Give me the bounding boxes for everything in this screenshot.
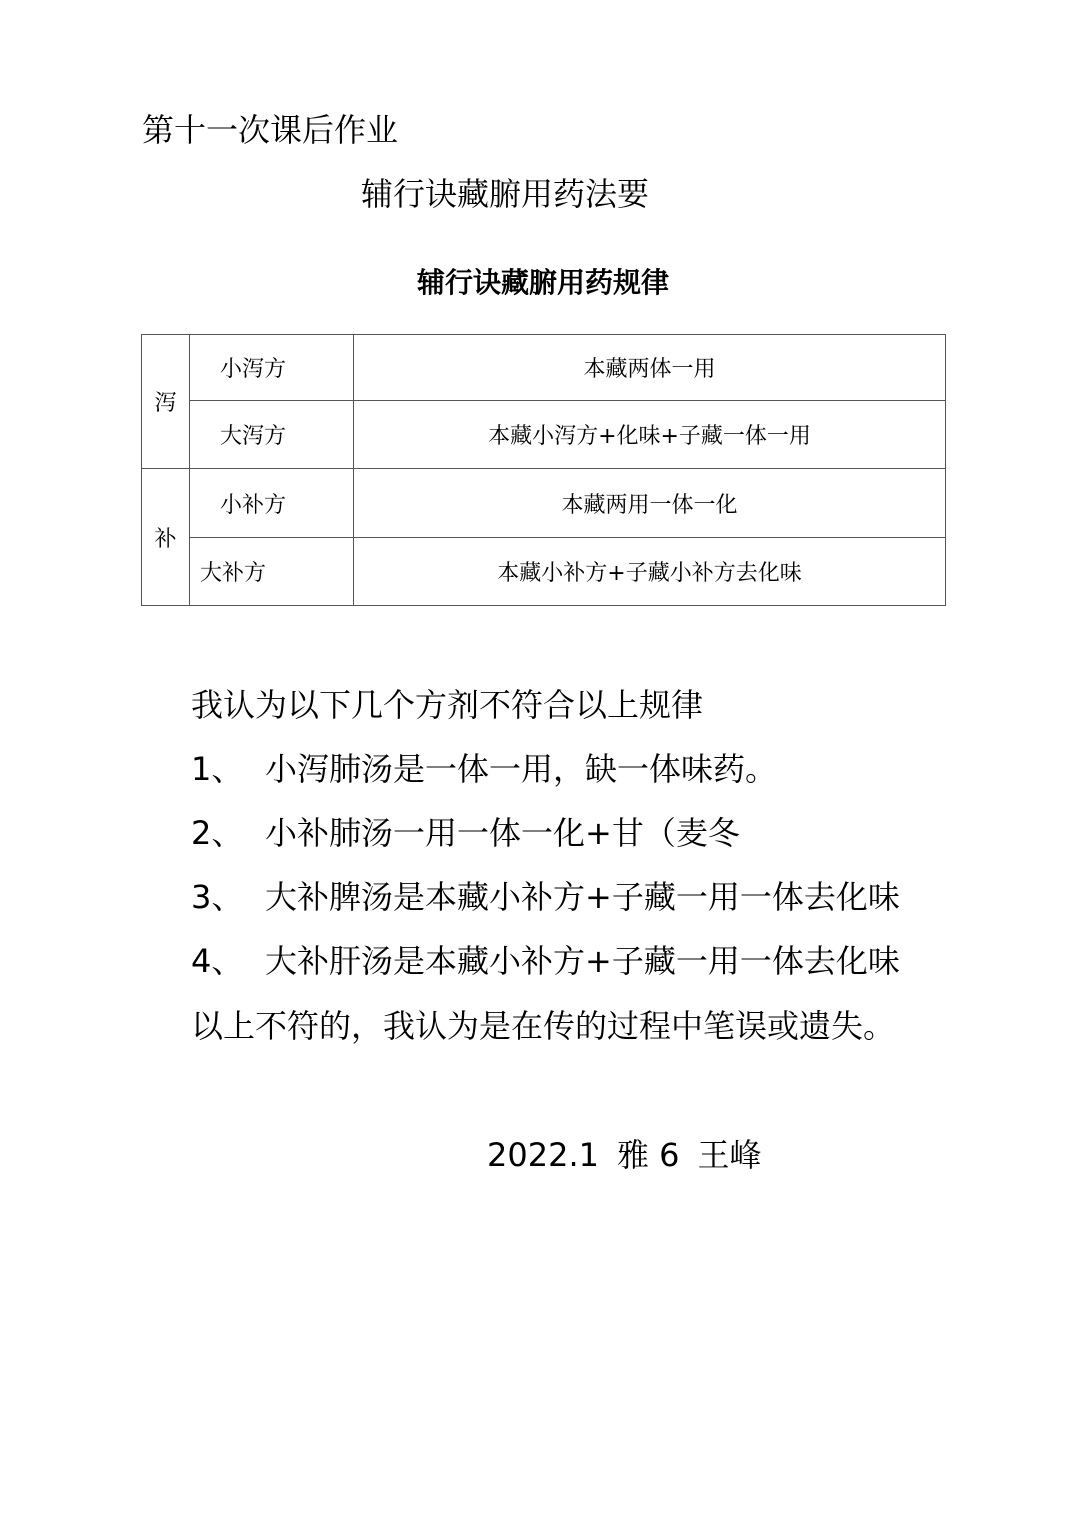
document-title: 辅行诀藏腑用药法要 xyxy=(360,175,649,213)
formula-name: 大泻方 xyxy=(190,401,354,469)
list-item-number: 3、 xyxy=(191,878,244,916)
list-item xyxy=(191,813,740,853)
list-item xyxy=(191,749,777,789)
formula-rule: 本藏小补方+子藏小补方去化味 xyxy=(354,538,946,606)
signature-class: 雅 6 xyxy=(616,1136,680,1174)
list-item-text: 大补肝汤是本藏小补方+子藏一用一体去化味 xyxy=(265,942,900,980)
list-item-number: 1、 xyxy=(191,750,244,788)
list-item-text: 大补脾汤是本藏小补方+子藏一用一体去化味 xyxy=(265,878,900,916)
formula-name: 小补方 xyxy=(190,469,354,538)
table-row xyxy=(142,401,946,469)
list-item-text: 小泻肺汤是一体一用，缺一体味药。 xyxy=(265,750,778,788)
conclusion-paragraph: 以上不符的，我认为是在传的过程中笔误或遗失。 xyxy=(191,1007,896,1045)
formula-name: 小泻方 xyxy=(190,335,354,401)
group-label-bu: 补 xyxy=(142,469,190,606)
page-heading: 第十一次课后作业 xyxy=(142,111,399,149)
rules-table xyxy=(141,334,946,606)
table-row xyxy=(142,469,946,538)
group-label-xie: 泻 xyxy=(142,335,190,469)
list-item xyxy=(191,941,900,981)
formula-rule: 本藏两体一用 xyxy=(354,335,946,401)
list-item xyxy=(191,877,900,917)
formula-name: 大补方 xyxy=(190,538,354,606)
signature-name: 王峰 xyxy=(697,1136,762,1174)
list-item-number: 4、 xyxy=(191,942,244,980)
list-item-text: 小补肺汤一用一体一化+甘（麦冬 xyxy=(265,814,740,852)
signature-date: 2022.1 xyxy=(487,1136,599,1174)
table-row xyxy=(142,538,946,606)
table-row xyxy=(142,335,946,401)
formula-rule: 本藏两用一体一化 xyxy=(354,469,946,538)
list-item-number: 2、 xyxy=(191,814,244,852)
formula-rule: 本藏小泻方+化味+子藏一体一用 xyxy=(354,401,946,469)
table-title: 辅行诀藏腑用药规律 xyxy=(416,266,669,299)
signature-line xyxy=(487,1135,780,1175)
intro-paragraph: 我认为以下几个方剂不符合以上规律 xyxy=(191,686,704,724)
